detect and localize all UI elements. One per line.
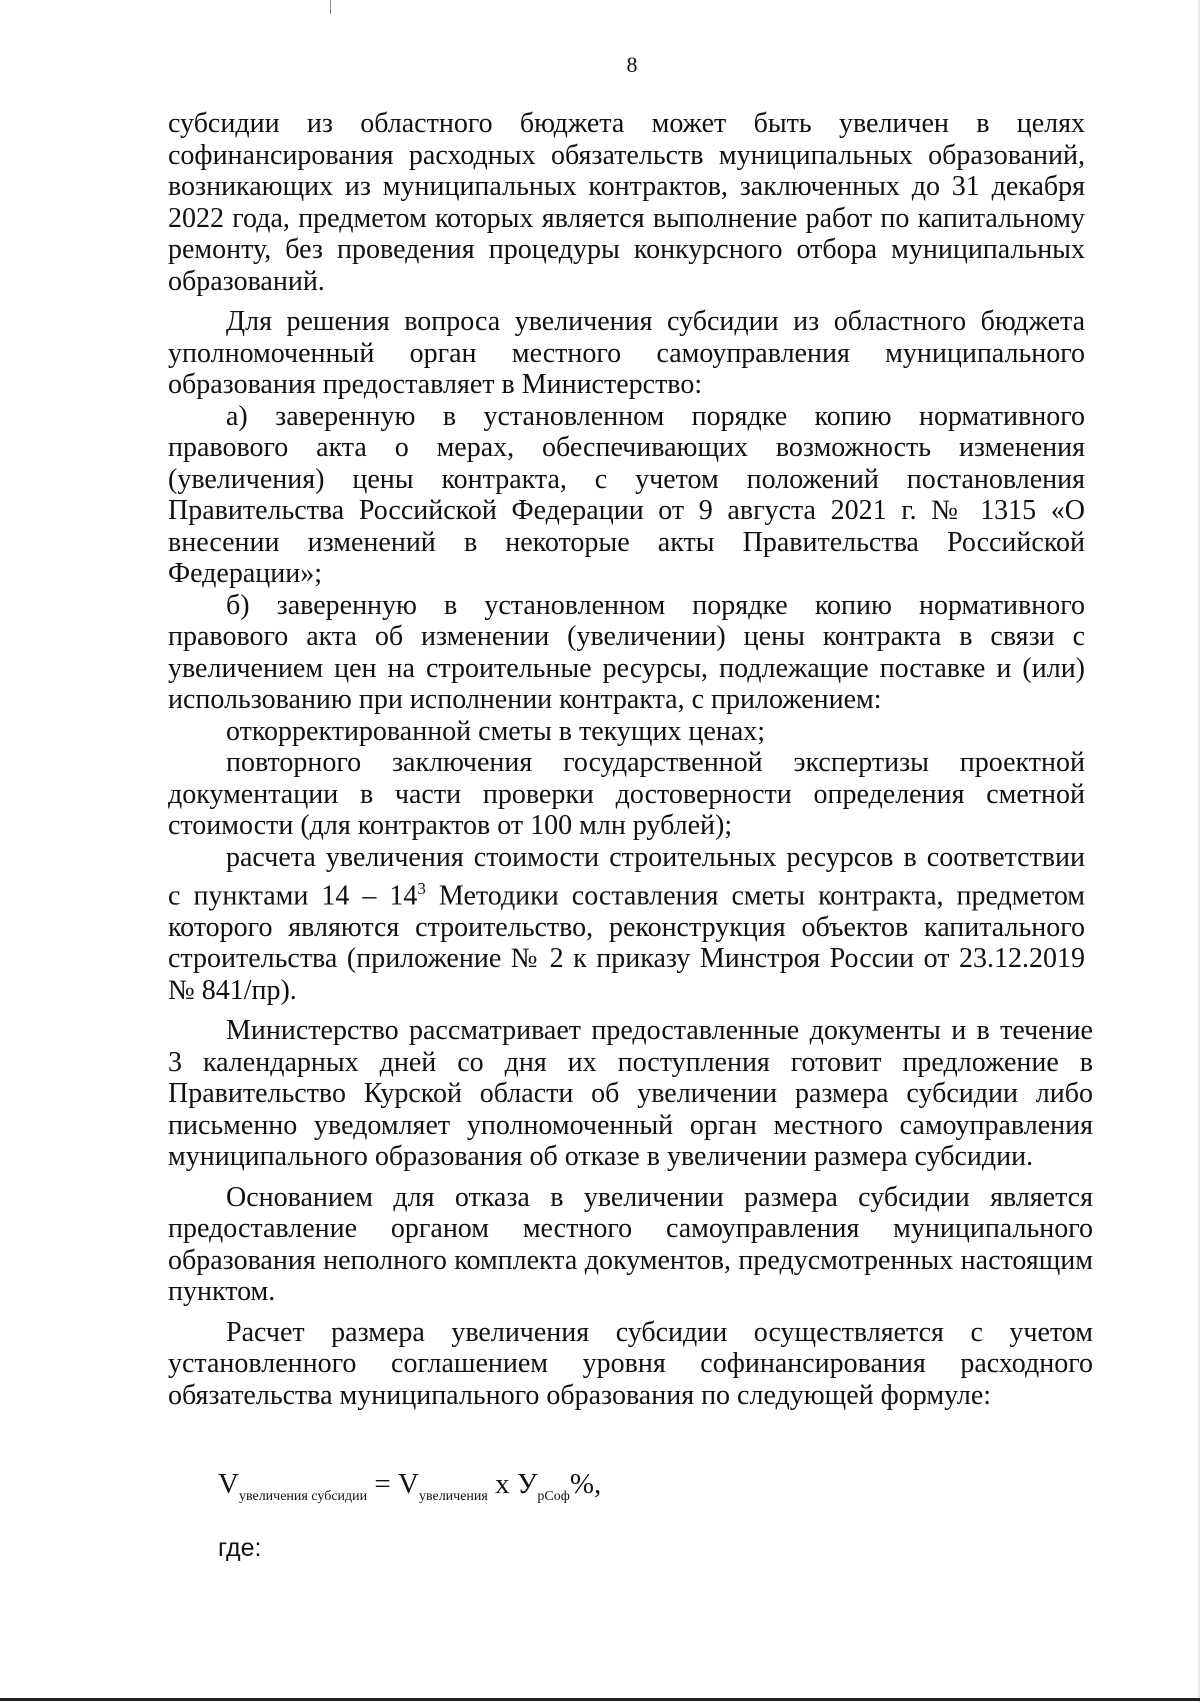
calc-superscript: 3: [417, 879, 426, 898]
paragraph-expertise: повторного заключения государственной экспертизы проектной документации в части проверки достоверности определения сметной стоимости (для контрактов от 100 млн рублей);: [168, 747, 1085, 841]
paragraph-item-b: б) заверенную в установленном порядке копию нормативного правового акта об изменении (увеличении) цены контракта в связи с увеличением цен на строительные ресурсы, подлежащие поставке и (или) использованию при исполнении контракта, с приложением:: [168, 589, 1085, 715]
paragraph-ministry: Министерство рассматривает предоставленные документы и в течение 3 календарных дней со дня их поступления готовит предложение в Правительство Курской области об увеличении размера субсидии либо письменно уведомляет уполномоченный орган местного самоуправления муниципального образования об отказе в увеличении размера субсидии.: [168, 1015, 1093, 1173]
paragraph-continued: субсидии из областного бюджета может быть увеличен в целях софинансирования расходных обязательств муниципальных образований, возникающих из муниципальных контрактов, заключенных до 31 декабря 2022 года, предметом которых является выполнение работ по капитальному ремонту, без проведения процедуры конкурсного отбора муниципальных образований.: [168, 108, 1085, 297]
paragraph-refusal: Основанием для отказа в увеличении размера субсидии является предоставление органом местного самоуправления муниципального образования неполного комплекта документов, предусмотренных настоящим пунктом.: [168, 1181, 1093, 1308]
bottom-edge-line: [0, 1698, 1200, 1701]
formula-term1-symbol: V: [398, 1468, 419, 1500]
paragraph-request: Для решения вопроса увеличения субсидии из областного бюджета уполномоченный орган местного самоуправления муниципального образования предоставляет в Министерство:: [168, 306, 1085, 400]
paragraph-estimate: откорректированной сметы в текущих ценах;: [226, 715, 766, 747]
formula-lhs-symbol: V: [218, 1468, 239, 1500]
scan-mark: [330, 0, 331, 14]
formula-tail: %,: [569, 1468, 602, 1500]
calc-text-end: Методики составления сметы контракта, предметом которого являются строительство, реконструкция объектов капитального строительства (приложение № 2 к приказу Минстроя России от 23.12.2019 № 841/пр).: [168, 880, 1085, 1006]
paragraph-formula-intro: Расчет размера увеличения субсидии осуществляется с учетом установленного соглашением уровня софинансирования расходного обязательства муниципального образования по следующей формуле:: [168, 1316, 1093, 1411]
formula-term1-sub: увеличения: [418, 1489, 488, 1504]
where-label: где:: [218, 1534, 262, 1562]
formula-term2-symbol: У: [516, 1468, 538, 1500]
formula: [218, 1468, 601, 1505]
formula-times: x: [487, 1468, 517, 1500]
document-body: [168, 108, 1093, 1411]
formula-lhs-sub: увеличения субсидии: [238, 1489, 368, 1504]
formula-term2-sub: рСоф: [537, 1489, 570, 1504]
calc-text-start: расчета увеличения стоимости строительных ресурсов в соответствии с пунктами 14 – 14: [168, 841, 1085, 912]
paragraph-calculation: [168, 842, 1085, 1007]
formula-equals: =: [367, 1468, 398, 1500]
paragraph-item-a: а) заверенную в установленном порядке копию нормативного правового акта о мерах, обеспечивающих возможность изменения (увеличения) цены контракта, с учетом положений постановления Правительства Российской Федерации от 9 августа 2021 г. № 1315 «О внесении изменений в некоторые акты Правительства Российской Федерации»;: [168, 400, 1085, 589]
page-number: 8: [626, 52, 638, 77]
